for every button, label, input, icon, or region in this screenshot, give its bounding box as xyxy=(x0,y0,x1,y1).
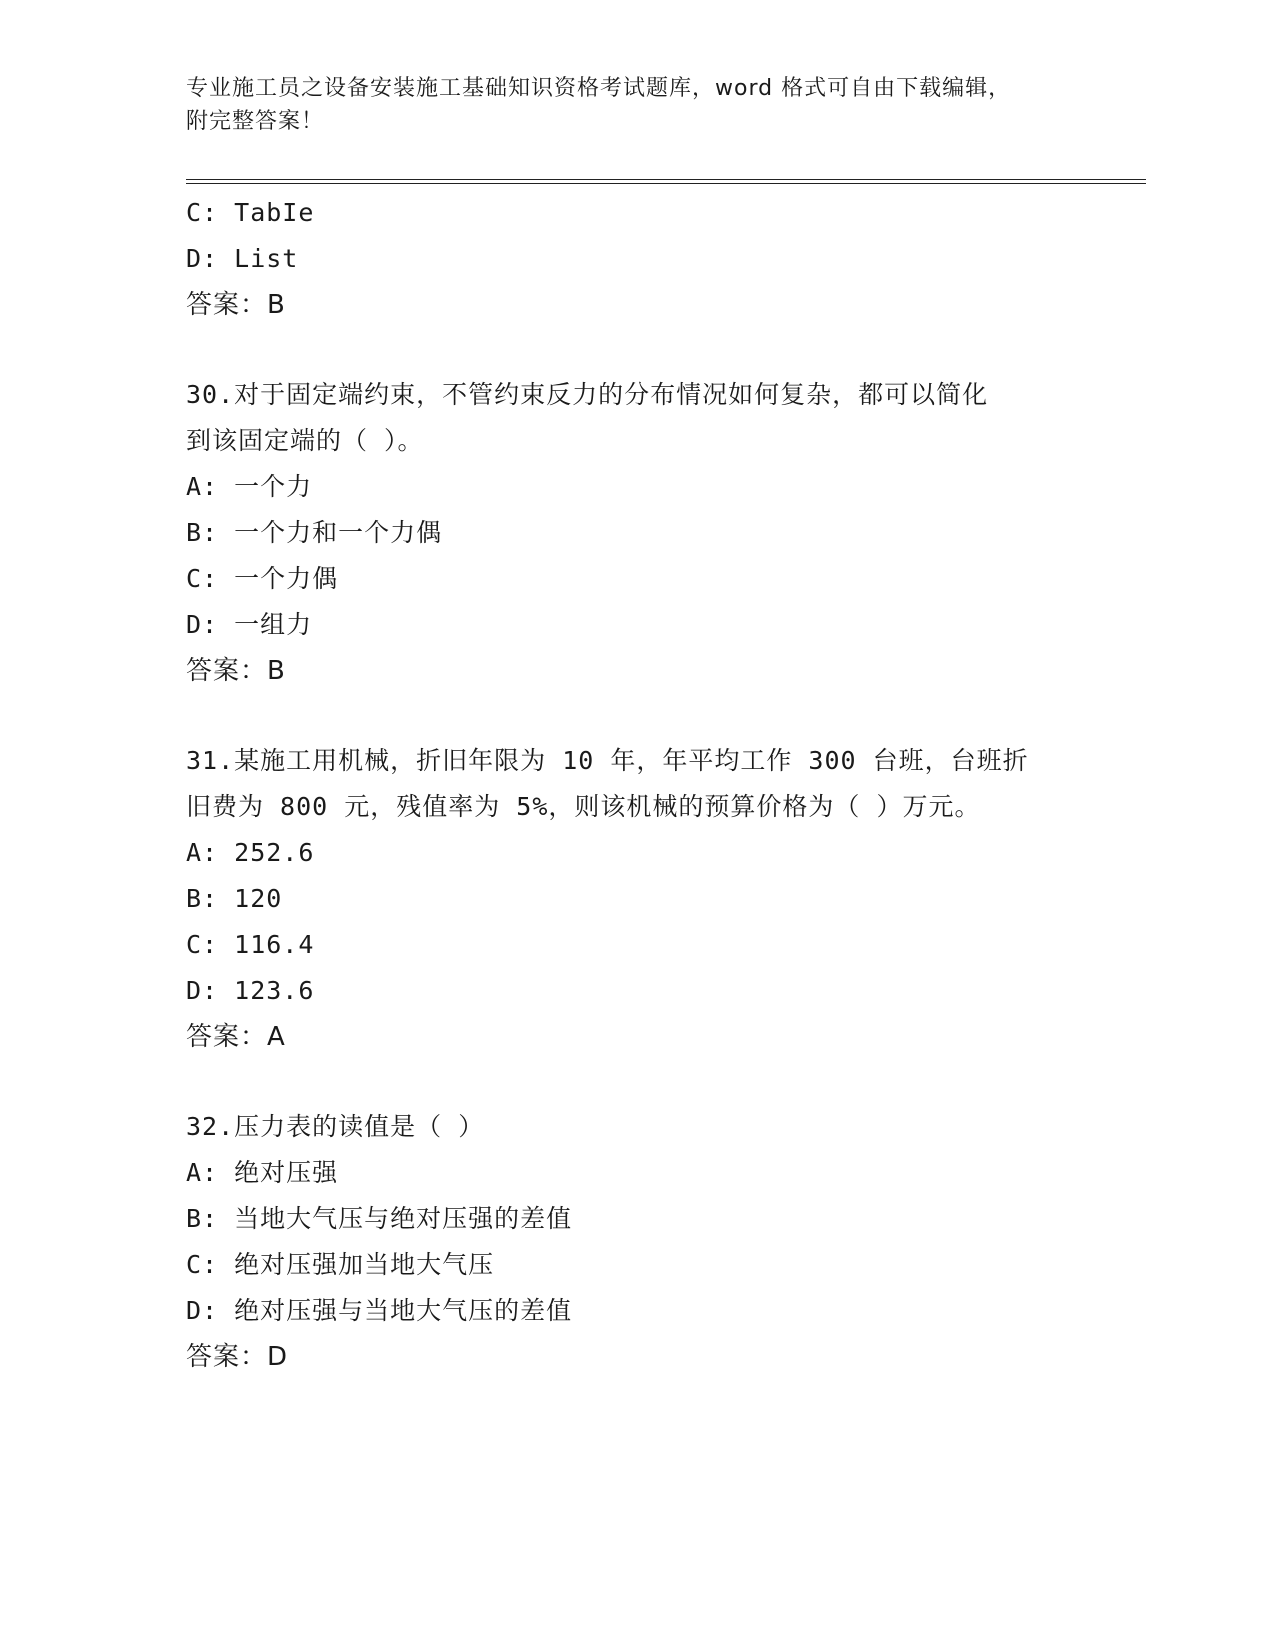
option-c: C: TabIe xyxy=(186,198,315,227)
answer-line: 答案：A xyxy=(186,1022,286,1052)
question-stem xyxy=(186,1104,1086,1150)
header-line-1: 专业施工员之设备安装施工基础知识资格考试题库，word 格式可自由下载编辑， xyxy=(186,76,1012,101)
option-c: C: 一个力偶 xyxy=(186,564,339,593)
header-line-2: 附完整答案！ xyxy=(186,109,325,134)
question-stem xyxy=(186,372,1086,464)
question-stem-line-1: 30.对于固定端约束，不管约束反力的分布情况如何复杂，都可以简化 xyxy=(186,380,989,409)
question-stem-line-1: 32.压力表的读值是（ ） xyxy=(186,1112,485,1141)
option-d: D: 一组力 xyxy=(186,610,313,639)
answer-line: 答案：B xyxy=(186,290,286,320)
option-d: D: List xyxy=(186,244,299,273)
answer-line: 答案：B xyxy=(186,656,286,686)
option-b: B: 120 xyxy=(186,884,283,913)
option-a: A: 252.6 xyxy=(186,838,315,867)
option-d: D: 123.6 xyxy=(186,976,315,1005)
option-c: C: 绝对压强加当地大气压 xyxy=(186,1250,495,1279)
answer-line: 答案：D xyxy=(186,1342,289,1372)
option-c: C: 116.4 xyxy=(186,930,315,959)
option-a: A: 绝对压强 xyxy=(186,1158,339,1187)
header-divider-bottom xyxy=(186,183,1146,184)
previous-question-tail xyxy=(186,190,1086,328)
option-b: B: 当地大气压与绝对压强的差值 xyxy=(186,1204,573,1233)
question-stem-line-2: 到该固定端的（ ）。 xyxy=(186,426,424,455)
option-d: D: 绝对压强与当地大气压的差值 xyxy=(186,1296,573,1325)
header-divider-top xyxy=(186,179,1146,180)
question-stem xyxy=(186,738,1086,830)
question-31 xyxy=(186,738,1086,1060)
option-a: A: 一个力 xyxy=(186,472,313,501)
document-header xyxy=(186,72,1066,138)
question-list xyxy=(186,190,1086,1380)
question-stem-line-2: 旧费为 800 元，残值率为 5%，则该机械的预算价格为（ ）万元。 xyxy=(186,792,981,821)
question-stem-line-1: 31.某施工用机械，折旧年限为 10 年，年平均工作 300 台班，台班折 xyxy=(186,746,1029,775)
option-b: B: 一个力和一个力偶 xyxy=(186,518,443,547)
question-30 xyxy=(186,372,1086,694)
question-32 xyxy=(186,1104,1086,1380)
